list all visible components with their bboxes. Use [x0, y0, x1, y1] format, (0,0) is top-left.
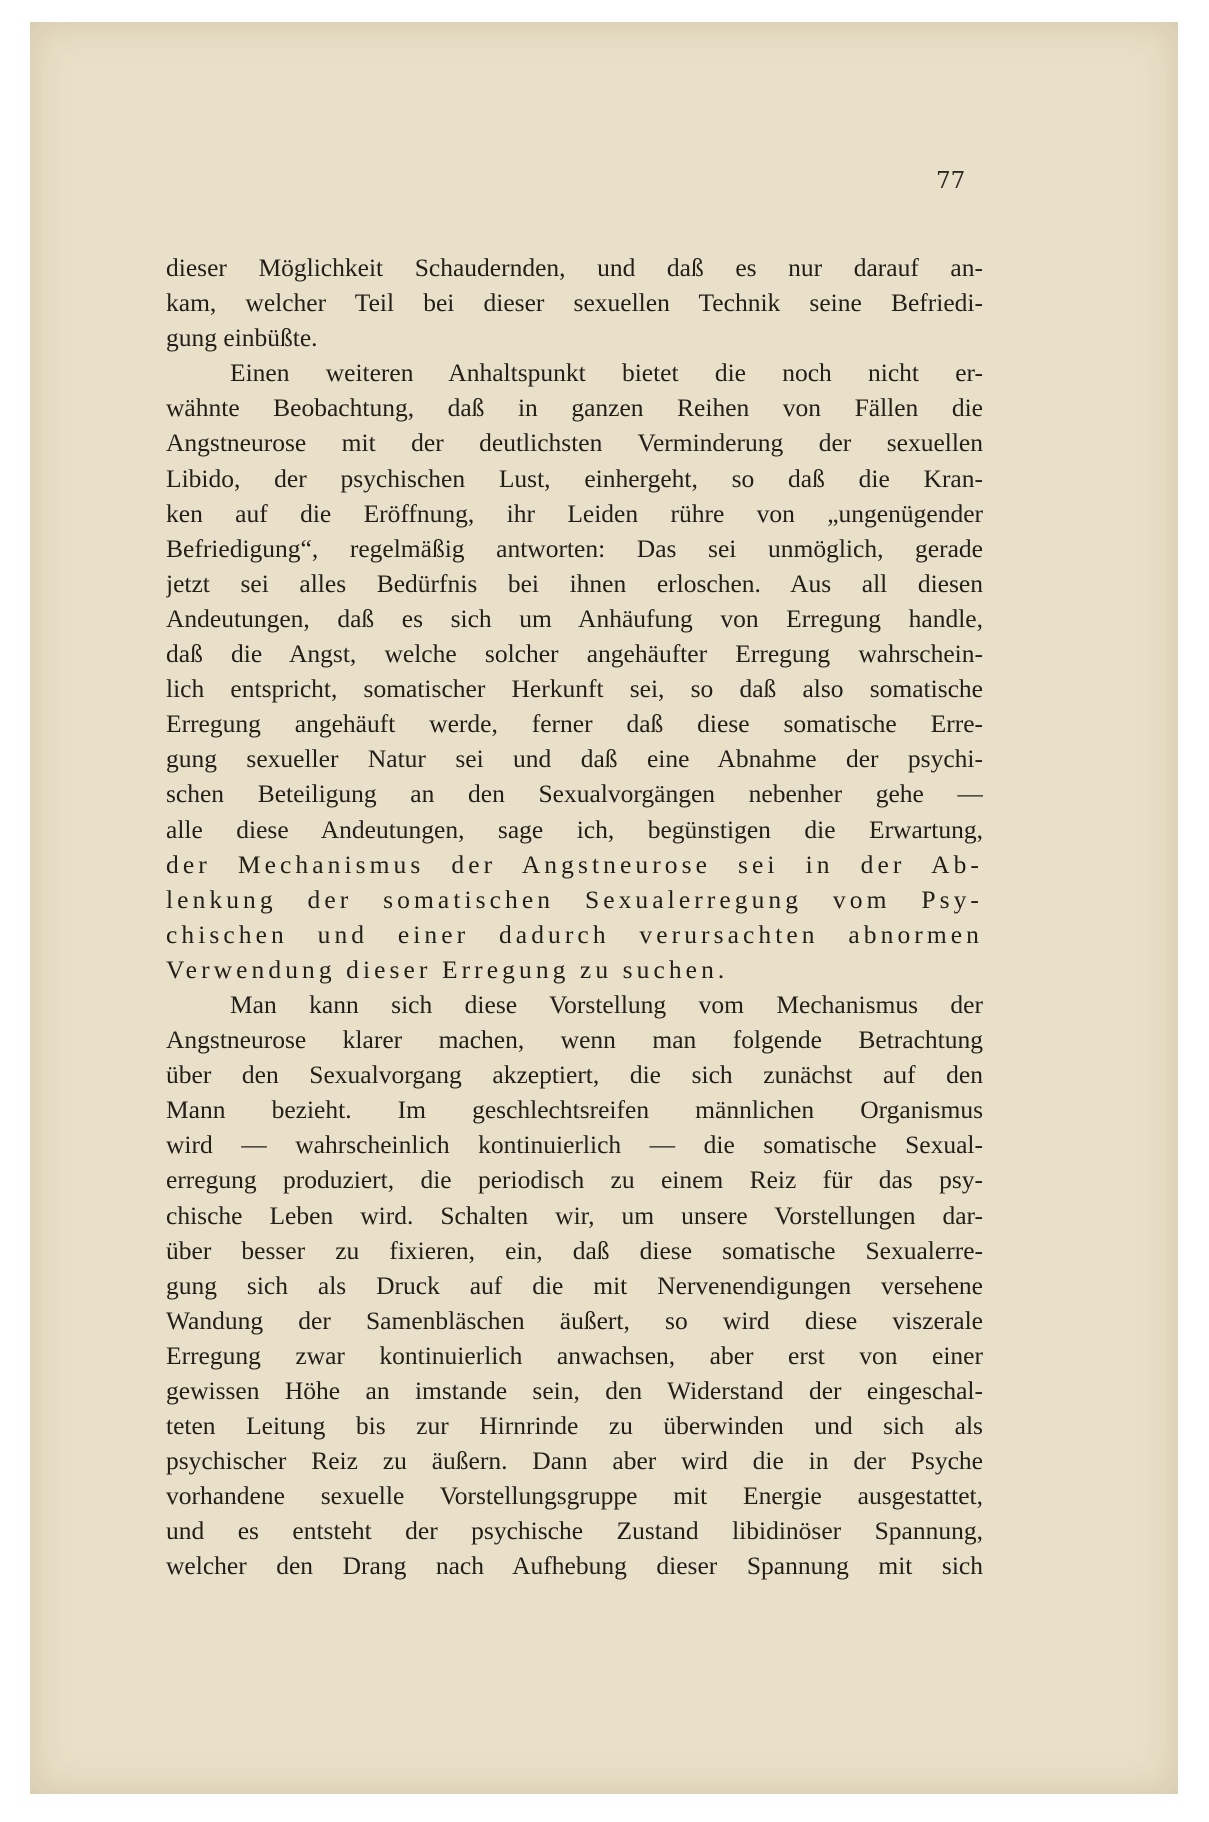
text-line: Angstneurose klarer machen, wenn man folgende Betrachtung — [166, 1025, 983, 1055]
emphasized-text-line: chischen und einer dadurch verursachten abnormen — [166, 919, 983, 949]
text-line: gewissen Höhe an imstande sein, den Widerstand der eingeschal- — [166, 1376, 983, 1405]
text-line: gung sexueller Natur sei und daß eine Abnahme der psychi- — [166, 744, 983, 774]
emphasized-text-line: der Mechanismus der Angstneurose sei in der Ab- — [166, 849, 983, 879]
paragraph-start-line: Einen weiteren Anhaltspunkt bietet die noch nicht er- — [230, 358, 983, 388]
text-line: schen Beteiligung an den Sexualvorgängen nebenher gehe — — [166, 779, 983, 809]
text-line: dieser Möglichkeit Schaudernden, und daß es nur darauf an- — [166, 253, 983, 282]
text-line: gung einbüßte. — [166, 323, 318, 353]
text-line: und es entsteht der psychische Zustand libidinöser Spannung, — [166, 1516, 983, 1546]
book-page — [30, 22, 1178, 1794]
text-line: vorhandene sexuelle Vorstellungsgruppe mit Energie ausgestattet, — [166, 1481, 983, 1511]
text-line: Wandung der Samenbläschen äußert, so wird diese viszerale — [166, 1305, 983, 1335]
text-line: jetzt sei alles Bedürfnis bei ihnen erloschen. Aus all diesen — [166, 568, 983, 598]
text-line: lich entspricht, somatischer Herkunft sei, so daß also somatische — [166, 674, 983, 704]
page-number: 77 — [936, 168, 966, 194]
text-line: Libido, der psychischen Lust, einhergeht, so daß die Kran- — [166, 463, 983, 493]
text-line: über besser zu fixieren, ein, daß diese somatische Sexualerre- — [166, 1235, 983, 1265]
text-line: chische Leben wird. Schalten wir, um unsere Vorstellungen dar- — [166, 1200, 983, 1230]
emphasized-text-line: lenkung der somatischen Sexualerregung vom Psy- — [166, 884, 983, 914]
text-line: ken auf die Eröffnung, ihr Leiden rühre von „ungenügender — [166, 498, 983, 528]
text-line: gung sich als Druck auf die mit Nervenendigungen versehene — [166, 1270, 983, 1300]
text-line: Befriedigung“, regelmäßig antworten: Das sei unmöglich, gerade — [166, 533, 983, 563]
text-line: alle diese Andeutungen, sage ich, begünstigen die Erwartung, — [166, 814, 983, 844]
text-line: daß die Angst, welche solcher angehäufter Erregung wahrschein- — [166, 639, 983, 669]
emphasized-text-line: Verwendung dieser Erregung zu suchen. — [166, 954, 729, 984]
text-line: erregung produziert, die periodisch zu einem Reiz für das psy- — [166, 1165, 983, 1195]
text-line: Erregung angehäuft werde, ferner daß diese somatische Erre- — [166, 709, 983, 739]
text-line: Mann bezieht. Im geschlechtsreifen männlichen Organismus — [166, 1095, 983, 1125]
text-line: über den Sexualvorgang akzeptiert, die sich zunächst auf den — [166, 1060, 983, 1090]
text-line: Andeutungen, daß es sich um Anhäufung von Erregung handle, — [166, 603, 983, 633]
text-line: psychischer Reiz zu äußern. Dann aber wird die in der Psyche — [166, 1446, 983, 1476]
text-line: kam, welcher Teil bei dieser sexuellen Technik seine Befriedi- — [166, 288, 983, 318]
paragraph-start-line: Man kann sich diese Vorstellung vom Mechanismus der — [230, 989, 983, 1019]
text-line: welcher den Drang nach Aufhebung dieser Spannung mit sich — [166, 1551, 983, 1581]
body-text — [166, 250, 983, 1584]
text-line: Angstneurose mit der deutlichsten Verminderung der sexuellen — [166, 428, 983, 458]
text-line: wird — wahrscheinlich kontinuierlich — die somatische Sexual- — [166, 1130, 983, 1160]
text-line: teten Leitung bis zur Hirnrinde zu überwinden und sich als — [166, 1411, 983, 1441]
text-line: Erregung zwar kontinuierlich anwachsen, aber erst von einer — [166, 1340, 983, 1370]
text-line: wähnte Beobachtung, daß in ganzen Reihen von Fällen die — [166, 393, 983, 423]
